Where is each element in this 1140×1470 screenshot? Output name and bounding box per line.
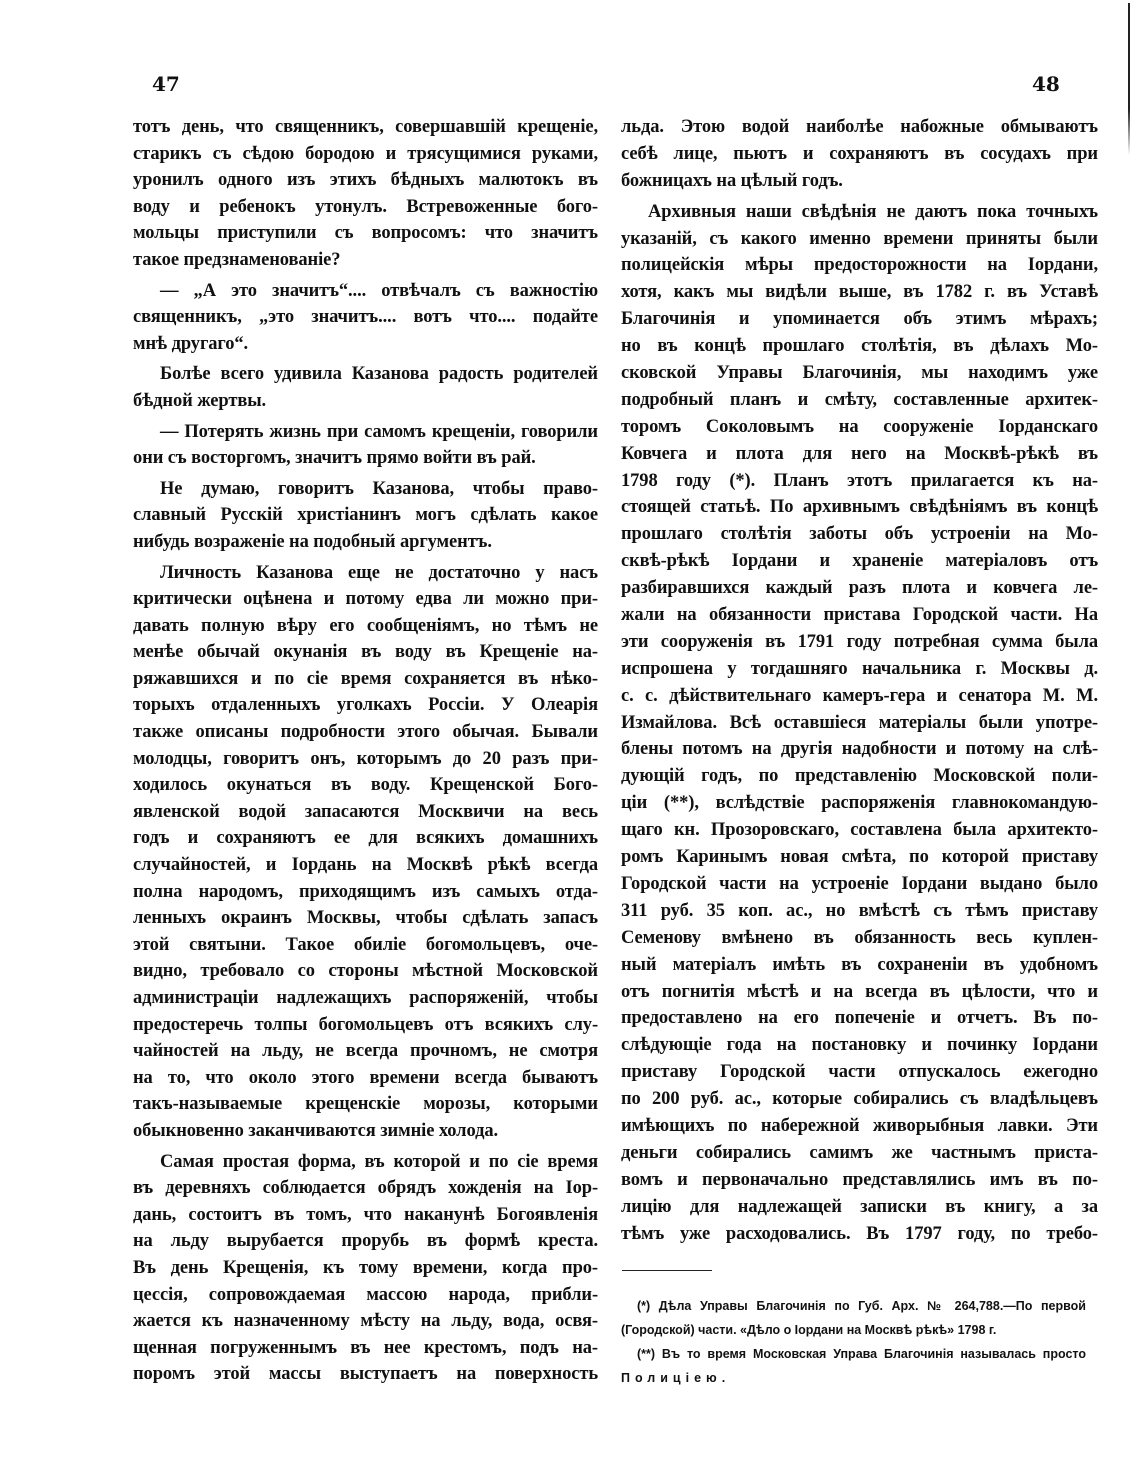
- paragraph: [133, 278, 598, 358]
- text-line: Не думаю, говоритъ Казанова, чтобы право-: [160, 478, 598, 499]
- right-column: [621, 114, 1098, 1251]
- paragraph: [133, 476, 598, 556]
- text-line: — Потерять жизнь при самомъ крещеніи, говорили: [160, 421, 598, 442]
- text-line: случайностей, и Іордань на Москвѣ рѣкѣ всегда: [133, 855, 598, 876]
- page-number-right: 48: [1032, 72, 1060, 96]
- text-line: администраціи надлежащихъ распоряженій, чтобы: [133, 988, 598, 1008]
- text-line: такъ-называемые крещенскіе морозы, которыми: [133, 1094, 598, 1115]
- text-line: сковской Управы Благочинія, мы находимъ уже: [621, 363, 1098, 384]
- text-line: предоставлено на его попеченіе и отчетъ. Въ по-: [621, 1008, 1098, 1029]
- footnote-line: (**) Въ то время Московская Управа Благочинія называлась просто: [637, 1347, 1086, 1361]
- text-line: Ковчега и плота для него на Москвѣ-рѣкѣ въ: [621, 443, 1098, 464]
- text-line: Семенову вмѣнено въ обязанность весь куплен-: [621, 927, 1098, 948]
- text-line: тотъ день, что священникъ, совершавшій крещеніе,: [133, 117, 598, 137]
- text-line: этой святыни. Такое обиліе богомольцевъ, оче-: [133, 934, 598, 955]
- text-line: слѣдующіе года на постановку и починку Іордани: [621, 1035, 1098, 1056]
- text-line: жается къ назначенному мѣсту на льду, вода, освя-: [133, 1311, 598, 1332]
- text-line: деньги собирались самимъ же частнымъ приста-: [621, 1142, 1098, 1163]
- text-line: славный Русскій христіанинъ могъ сдѣлать какое: [133, 505, 598, 526]
- text-line: жали на обязанности пристава Городской части. На: [621, 605, 1098, 626]
- text-line: уронилъ одного изъ этихъ бѣдныхъ малютокъ въ: [133, 170, 598, 191]
- text-line: видно, требовало со стороны мѣстной Московской: [133, 961, 598, 982]
- text-line: вомъ и первоначально представлялись имъ въ по-: [621, 1169, 1098, 1190]
- text-line: Измайлова. Всѣ оставшіеся матеріалы были употре-: [621, 712, 1098, 733]
- text-line: подробный планъ и смѣту, составленные архитек-: [621, 389, 1098, 410]
- text-line: Благочинія и упоминается объ этимъ мѣрахъ;: [621, 309, 1098, 330]
- text-line: давать полную вѣру его сообщеніямъ, но тѣмъ не: [133, 615, 598, 636]
- text-line: полна народомъ, приходящимъ изъ самыхъ отда-: [133, 881, 598, 902]
- text-line: мнѣ другаго“.: [133, 333, 249, 354]
- text-line: прошлаго столѣтія заботы объ устроеніи на Мо-: [621, 524, 1098, 545]
- text-line: сквѣ-рѣкѣ Іордани и храненіе матеріаловъ отъ: [621, 551, 1098, 572]
- text-line: священникъ, „это значитъ.... вотъ что.... подайте: [133, 307, 598, 328]
- text-line: испрошена у тогдашняго начальника г. Москвы д.: [621, 658, 1098, 679]
- text-line: Архивныя наши свѣдѣнія не даютъ пока точныхъ: [648, 201, 1098, 222]
- text-line: приставу Городской части отпускалось ежегодно: [621, 1062, 1098, 1083]
- paragraph: [133, 419, 598, 472]
- footnote-line: Полиціею.: [621, 1371, 731, 1385]
- text-line: ходилось окунаться въ воду. Крещенской Бого-: [133, 775, 598, 796]
- text-line: старикъ съ сѣдою бородою и трясущимися руками,: [133, 143, 598, 164]
- text-line: въ деревняхъ соблюдается обрядъ хожденія на Іор-: [133, 1178, 598, 1199]
- text-line: ціи (**), вслѣдствіе распоряженія главнокомандую-: [621, 793, 1098, 814]
- footnote-line: (*) Дѣла Управы Благочинія по Губ. Арх. № 264,788.—По первой: [637, 1299, 1086, 1313]
- text-line: 311 руб. 35 коп. ас., но вмѣстѣ съ тѣмъ приставу: [621, 900, 1098, 921]
- text-line: льда. Этою водой наиболѣе набожные обмываютъ: [621, 117, 1098, 137]
- text-line: имѣющихъ по набережной живорыбныя лавки. Эти: [621, 1115, 1098, 1136]
- paragraph: [133, 1149, 598, 1388]
- text-line: предостеречь толпы богомольцевъ отъ всякихъ слу-: [133, 1014, 598, 1035]
- text-line: разбиравшихся каждый разъ плота и ковчега ле-: [621, 578, 1098, 599]
- text-line: себѣ лице, пьютъ и сохраняютъ въ сосудахъ при: [621, 143, 1098, 164]
- footnote-divider: [622, 1270, 712, 1271]
- text-line: чайностей на льду, не всегда прочномъ, не смотря: [133, 1041, 598, 1062]
- text-line: щенная погруженнымъ въ нее крестомъ, подъ на-: [133, 1337, 598, 1358]
- text-line: 1798 году (*). Планъ этотъ прилагается къ на-: [621, 470, 1098, 491]
- footnotes: [621, 1294, 1086, 1390]
- text-line: менѣе обычай окунанія въ воду въ Крещеніе на-: [133, 642, 598, 663]
- page-edge-line: [1128, 3, 1130, 155]
- text-line: божницахъ на цѣлый годъ.: [621, 170, 843, 191]
- text-line: также описаны подробности этого обычая. Бывали: [133, 722, 598, 743]
- text-line: критически оцѣнена и потому едва ли можно при-: [133, 589, 598, 610]
- text-line: ромъ Каринымъ новая смѣта, по которой приставу: [621, 847, 1098, 868]
- text-line: такое предзнаменованіе?: [133, 249, 341, 270]
- text-line: на то, что около этого времени всегда бываютъ: [133, 1067, 598, 1088]
- text-line: отъ погнитія мѣстѣ и на всегда въ цѣлости, что и: [621, 981, 1098, 1002]
- text-line: дующій годъ, по представленію Московской поли-: [621, 766, 1098, 787]
- text-line: поромъ этой массы выступаетъ на поверхность: [133, 1364, 598, 1385]
- text-line: лицію для надлежащей записки въ книгу, а за: [621, 1196, 1098, 1217]
- text-line: по 200 руб. ас., которые собирались съ владѣльцевъ: [621, 1089, 1098, 1110]
- text-line: цессія, сопровождаемая массою народа, прибли-: [133, 1284, 598, 1305]
- text-line: годъ и сохраняютъ ее для всякихъ домашнихъ: [133, 828, 598, 849]
- text-line: ряжавшихся и по сіе время сохраняется въ нѣко-: [133, 668, 598, 689]
- text-line: тѣмъ уже расходовались. Въ 1797 году, по требо-: [621, 1223, 1098, 1244]
- text-line: указаній, съ какого именно времени приняты были: [621, 228, 1098, 249]
- text-line: блены потомъ на другія надобности и потому на слѣ-: [621, 739, 1098, 760]
- text-line: с. с. дѣйствительнаго камеръ-гера и сенатора М. М.: [621, 685, 1098, 706]
- text-line: но въ концѣ прошлаго столѣтія, въ дѣлахъ Мо-: [621, 336, 1098, 357]
- text-line: нибудь возраженіе на подобный аргументъ.: [133, 531, 492, 552]
- text-line: торомъ Соколовымъ на сооруженіе Іорданскаго: [621, 416, 1098, 437]
- text-line: они съ восторгомъ, значитъ прямо войти въ рай.: [133, 448, 536, 469]
- text-line: Городской части на устроеніе Іордани выдано было: [621, 873, 1098, 894]
- text-line: ленныхъ окраинъ Москвы, чтобы сдѣлать запасъ: [133, 908, 598, 929]
- text-line: бѣдной жертвы.: [133, 390, 267, 411]
- text-line: на льду вырубается прорубь въ формѣ креста.: [133, 1231, 598, 1252]
- text-line: Болѣе всего удивила Казанова радость родителей: [160, 364, 598, 385]
- text-line: — „А это значитъ“.... отвѣчалъ съ важностію: [160, 280, 598, 301]
- text-line: мольцы приступили съ вопросомъ: что значитъ: [133, 223, 598, 244]
- text-line: хотя, какъ мы видѣли выше, въ 1782 г. въ Уставѣ: [621, 282, 1098, 303]
- text-line: молодцы, говоритъ онъ, которымъ до 20 разъ при-: [133, 748, 598, 769]
- left-column: [133, 114, 598, 1392]
- paragraph: [621, 199, 1098, 1248]
- page-number-left: 47: [152, 72, 180, 96]
- text-line: Самая простая форма, въ которой и по сіе время: [160, 1151, 598, 1172]
- text-line: щаго кн. Прозоровскаго, составлена была архитекто-: [621, 820, 1098, 841]
- paragraph: [133, 361, 598, 414]
- text-line: торыхъ отдаленныхъ уголкахъ Россіи. У Олеарія: [133, 695, 598, 716]
- text-line: стоящей статьѣ. По архивнымъ свѣдѣніямъ въ концѣ: [621, 497, 1098, 518]
- text-line: дань, состоитъ въ томъ, что наканунѣ Богоявленія: [133, 1204, 598, 1225]
- paragraph: [133, 114, 598, 274]
- text-line: Личность Казанова еще не достаточно у насъ: [160, 562, 598, 583]
- text-line: воду и ребенокъ утонулъ. Встревоженные бого-: [133, 196, 598, 217]
- text-line: ный матеріалъ имѣть въ сохраненіи въ удобномъ: [621, 954, 1098, 975]
- paragraph: [133, 560, 598, 1145]
- text-line: Въ день Крещенія, къ тому времени, когда про-: [133, 1257, 598, 1278]
- text-line: обыкновенно заканчиваются зимніе холода.: [133, 1120, 499, 1141]
- footnote-line: (Городской) части. «Дѣло о Іордани на Москвѣ рѣкѣ» 1798 г.: [621, 1323, 997, 1337]
- paragraph: [621, 114, 1098, 195]
- text-line: эти сооруженія въ 1791 году потребная сумма была: [621, 631, 1098, 652]
- text-line: полицейскія мѣры предосторожности на Іордани,: [621, 255, 1098, 276]
- text-line: явленской водой запасаются Москвичи на весь: [133, 801, 598, 822]
